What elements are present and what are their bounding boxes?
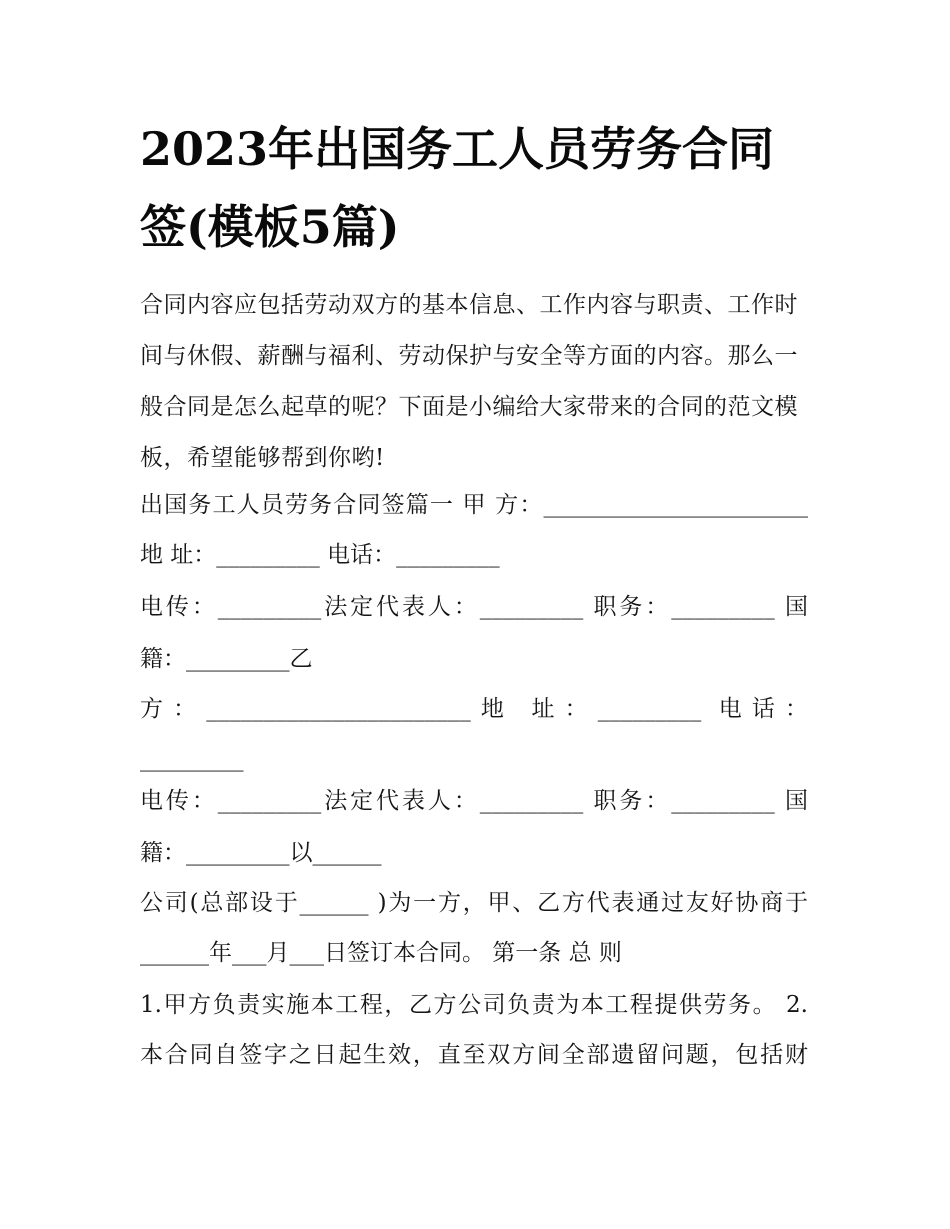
party-a-nationality-line: 籍：_________乙 [140, 646, 313, 672]
party-a-address-line: 地 址：_________ 电话：_________ [140, 542, 500, 568]
party-b-line: 方：_______________________地 址：_________ 电话： [140, 696, 808, 722]
clause-1-line: 1.甲方负责实施本工程，乙方公司负责为本工程提供劳务。 2. [140, 992, 808, 1018]
clause-2-line: 本合同自签字之日起生效，直至双方间全部遗留问题，包括财 [140, 1042, 808, 1068]
intro-paragraph: 合同内容应包括劳动双方的基本信息、工作内容与职责、工作时间与休假、薪酬与福利、劳动保护与安全等方面的内容。那么一般合同是怎么起草的呢？下面是小编给大家带来的合同的范文模板，希望能够帮到你哟! [140, 292, 798, 471]
party-b-fax-line: 电传：_________法定代表人：_________ 职务：_________ 国 [140, 788, 808, 814]
document-title: 2023年出国务工人员劳务合同签(模板5篇) [140, 122, 775, 254]
party-a-line: 出国务工人员劳务合同签篇一 甲 方：_______________________ [140, 492, 808, 518]
party-b-nationality-line: 籍：_________以______ [140, 840, 382, 866]
date-line: ______年___月___日签订本合同。 第一条 总 则 [140, 940, 622, 966]
party-a-fax-line: 电传：_________法定代表人：_________ 职务：_________ 国 [140, 594, 808, 620]
party-b-phone-line: _________ [140, 746, 244, 772]
company-line: 公司(总部设于______ )为一方，甲、乙方代表通过友好协商于 [140, 890, 808, 916]
